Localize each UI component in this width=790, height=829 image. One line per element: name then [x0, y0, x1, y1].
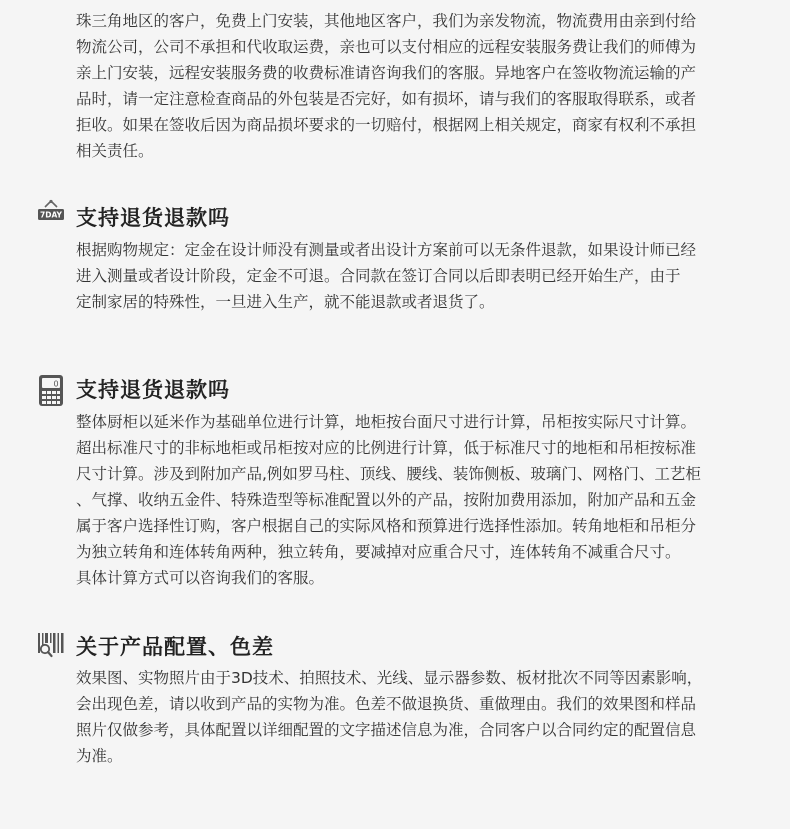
text-line: 根据购物规定：定金在设计师没有测量或者出设计方案前可以无条件退款，如果设计师已经	[76, 241, 697, 259]
text-line: 具体计算方式可以咨询我们的客服。	[76, 569, 325, 587]
text-line: 尺寸计算。涉及到附加产品,例如罗马柱、顶线、腰线、装饰侧板、玻璃门、网格门、工艺柜	[76, 465, 701, 483]
text-line: 定制家居的特殊性，一旦进入生产，就不能退款或者退货了。	[76, 293, 495, 311]
section-title-return: 支持退货退款吗	[76, 206, 230, 230]
text-line: 进入测量或者设计阶段，定金不可退。合同款在签订合同以后即表明已经开始生产，由于	[76, 267, 681, 285]
text-line: 品时，请一定注意检查商品的外包装是否完好，如有损坏，请与我们的客服取得联系，或者	[76, 90, 697, 108]
7day-return-icon	[36, 198, 66, 228]
7day-label: 7DAY	[40, 210, 62, 220]
text-line: 为准。	[76, 747, 123, 765]
section-return-paragraph	[76, 237, 766, 315]
text-line: 物流公司，公司不承担和代收取运费，亲也可以支付相应的远程安装服务费让我们的师傅为	[76, 38, 697, 56]
intro-paragraph	[76, 8, 766, 164]
text-line: 相关责任。	[76, 142, 154, 160]
barcode-search-icon	[36, 630, 66, 660]
text-line: 整体厨柜以延米作为基础单位进行计算，地柜按台面尺寸进行计算，吊柜按实际尺寸计算。	[76, 413, 697, 431]
section-title-color-difference: 关于产品配置、色差	[76, 635, 274, 659]
section-pricing-paragraph	[76, 409, 766, 591]
section-title-pricing: 支持退货退款吗	[76, 378, 230, 402]
text-line: 、气撑、收纳五金件、特殊造型等标准配置以外的产品，按附加费用添加，附加产品和五金	[76, 491, 697, 509]
text-line: 效果图、实物照片由于3D技术、拍照技术、光线、显示器参数、板材批次不同等因素影响，	[76, 669, 703, 687]
text-line: 会出现色差，请以收到产品的实物为准。色差不做退换货、重做理由。我们的效果图和样品	[76, 695, 697, 713]
text-line: 珠三角地区的客户，免费上门安装，其他地区客户，我们为亲发物流，物流费用由亲到付给	[76, 12, 697, 30]
calculator-display: 0	[53, 379, 59, 389]
text-line: 超出标准尺寸的非标地柜或吊柜按对应的比例进行计算，低于标准尺寸的地柜和吊柜按标准	[76, 439, 697, 457]
text-line: 拒收。如果在签收后因为商品损坏要求的一切赔付，根据网上相关规定，商家有权利不承担	[76, 116, 697, 134]
text-line: 亲上门安装，远程安装服务费的收费标准请咨询我们的客服。异地客户在签收物流运输的产	[76, 64, 697, 82]
section-color-paragraph	[76, 665, 766, 769]
calculator-icon	[36, 374, 66, 404]
text-line: 属于客户选择性订购，客户根据自己的实际风格和预算进行选择性添加。转角地柜和吊柜分	[76, 517, 697, 535]
text-line: 照片仅做参考，具体配置以详细配置的文字描述信息为准，合同客户以合同约定的配置信息	[76, 721, 697, 739]
text-line: 为独立转角和连体转角两种，独立转角，要减掉对应重合尺寸，连体转角不减重合尺寸。	[76, 543, 681, 561]
